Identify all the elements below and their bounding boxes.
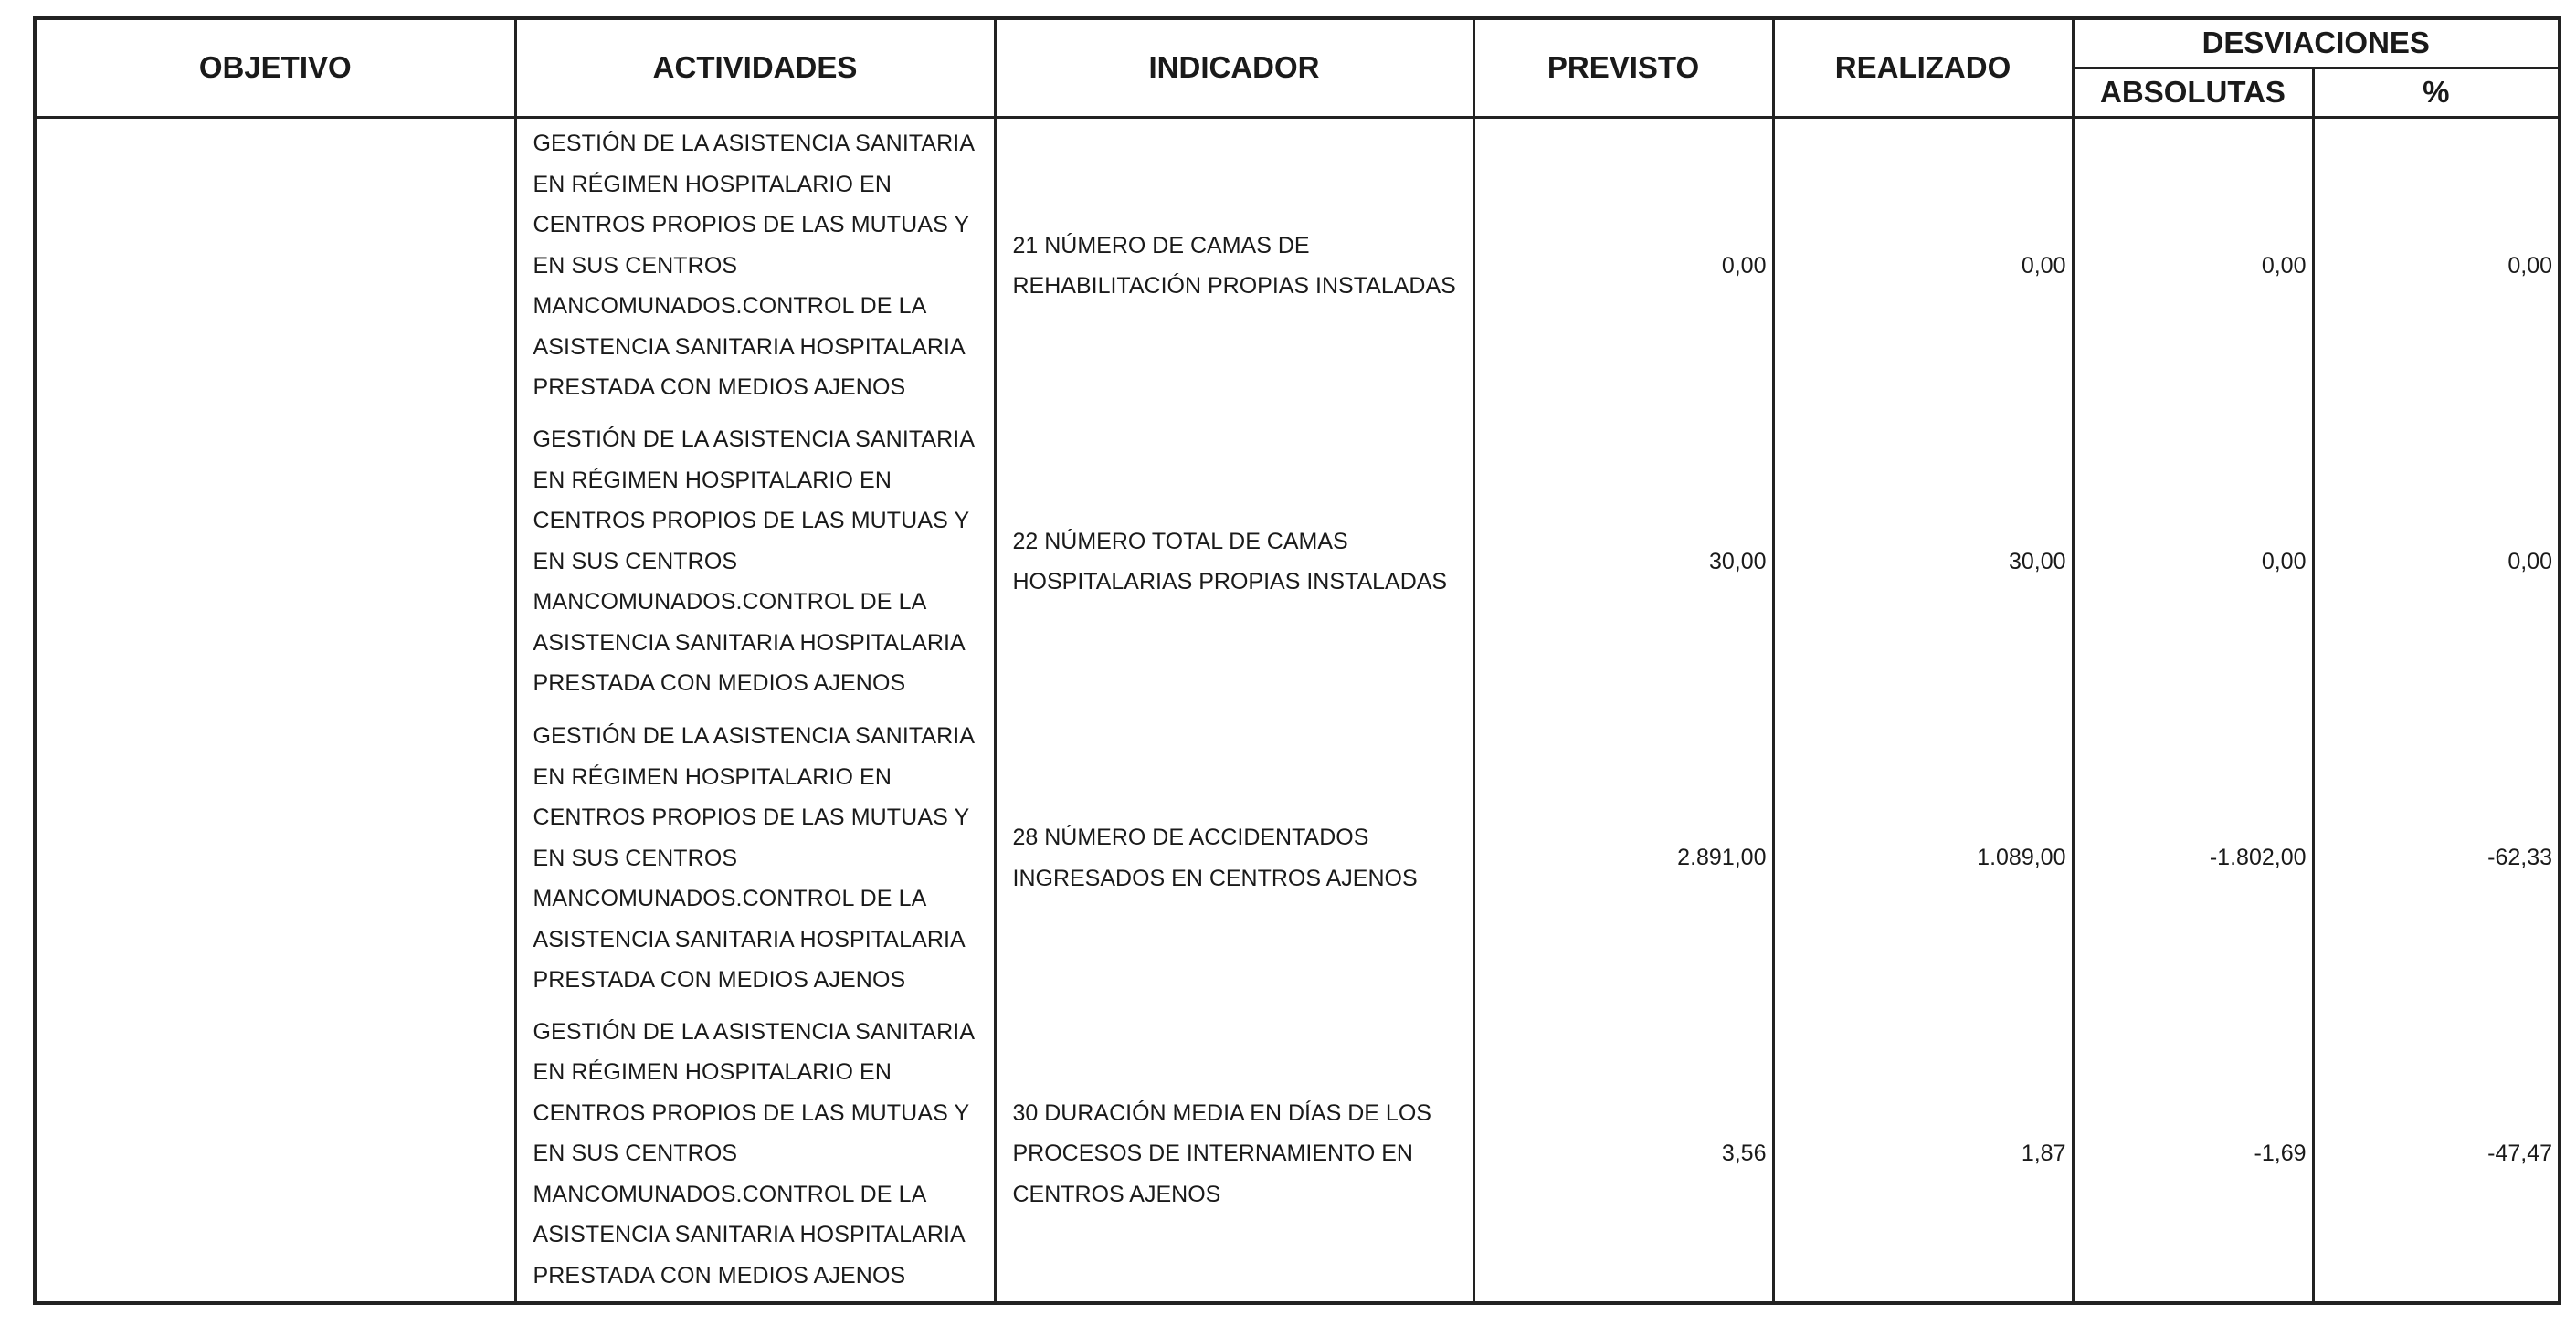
header-desviaciones: DESVIACIONES xyxy=(2073,18,2560,68)
cell-actividades: GESTIÓN DE LA ASISTENCIA SANITARIA EN RÉGIMEN HOSPITALARIO EN CENTROS PROPIOS DE LAS MUTUAS Y EN SUS CENTROS MANCOMUNADOS.CONTROL DE LA ASISTENCIA SANITARIA HOSPITALARIA PRESTADA CON MEDIOS AJENOS xyxy=(515,710,995,1007)
cell-indicador: 22 NÚMERO TOTAL DE CAMAS HOSPITALARIAS PROPIAS INSTALADAS xyxy=(995,414,1473,710)
header-indicador: INDICADOR xyxy=(995,18,1473,117)
cell-porcentaje: -47,47 xyxy=(2313,1006,2560,1303)
cell-porcentaje: 0,00 xyxy=(2313,117,2560,414)
header-absolutas: ABSOLUTAS xyxy=(2073,68,2313,117)
header-previsto: PREVISTO xyxy=(1473,18,1773,117)
table-row xyxy=(35,1006,2560,1303)
cell-previsto: 3,56 xyxy=(1473,1006,1773,1303)
cell-porcentaje: 0,00 xyxy=(2313,414,2560,710)
cell-previsto: 0,00 xyxy=(1473,117,1773,414)
cell-objetivo xyxy=(35,1006,515,1303)
cell-objetivo xyxy=(35,710,515,1007)
cell-absolutas: 0,00 xyxy=(2073,117,2313,414)
header-porcentaje: % xyxy=(2313,68,2560,117)
cell-actividades: GESTIÓN DE LA ASISTENCIA SANITARIA EN RÉGIMEN HOSPITALARIO EN CENTROS PROPIOS DE LAS MUTUAS Y EN SUS CENTROS MANCOMUNADOS.CONTROL DE LA ASISTENCIA SANITARIA HOSPITALARIA PRESTADA CON MEDIOS AJENOS xyxy=(515,117,995,414)
cell-indicador: 28 NÚMERO DE ACCIDENTADOS INGRESADOS EN CENTROS AJENOS xyxy=(995,710,1473,1007)
cell-objetivo xyxy=(35,117,515,414)
cell-objetivo xyxy=(35,414,515,710)
table-row xyxy=(35,414,2560,710)
cell-realizado: 1,87 xyxy=(1773,1006,2073,1303)
cell-absolutas: -1,69 xyxy=(2073,1006,2313,1303)
cell-realizado: 30,00 xyxy=(1773,414,2073,710)
header-actividades: ACTIVIDADES xyxy=(515,18,995,117)
cell-previsto: 2.891,00 xyxy=(1473,710,1773,1007)
cell-absolutas: 0,00 xyxy=(2073,414,2313,710)
table-row xyxy=(35,710,2560,1007)
cell-indicador: 30 DURACIÓN MEDIA EN DÍAS DE LOS PROCESOS DE INTERNAMIENTO EN CENTROS AJENOS xyxy=(995,1006,1473,1303)
table-header xyxy=(35,18,2560,117)
cell-realizado: 0,00 xyxy=(1773,117,2073,414)
cell-indicador: 21 NÚMERO DE CAMAS DE REHABILITACIÓN PROPIAS INSTALADAS xyxy=(995,117,1473,414)
table-row xyxy=(35,117,2560,414)
header-objetivo: OBJETIVO xyxy=(35,18,515,117)
cell-actividades: GESTIÓN DE LA ASISTENCIA SANITARIA EN RÉGIMEN HOSPITALARIO EN CENTROS PROPIOS DE LAS MUTUAS Y EN SUS CENTROS MANCOMUNADOS.CONTROL DE LA ASISTENCIA SANITARIA HOSPITALARIA PRESTADA CON MEDIOS AJENOS xyxy=(515,414,995,710)
table-body xyxy=(35,117,2560,1303)
cell-realizado: 1.089,00 xyxy=(1773,710,2073,1007)
header-realizado: REALIZADO xyxy=(1773,18,2073,117)
cell-porcentaje: -62,33 xyxy=(2313,710,2560,1007)
indicators-table xyxy=(33,16,2561,1305)
cell-previsto: 30,00 xyxy=(1473,414,1773,710)
cell-actividades: GESTIÓN DE LA ASISTENCIA SANITARIA EN RÉGIMEN HOSPITALARIO EN CENTROS PROPIOS DE LAS MUTUAS Y EN SUS CENTROS MANCOMUNADOS.CONTROL DE LA ASISTENCIA SANITARIA HOSPITALARIA PRESTADA CON MEDIOS AJENOS xyxy=(515,1006,995,1303)
cell-absolutas: -1.802,00 xyxy=(2073,710,2313,1007)
